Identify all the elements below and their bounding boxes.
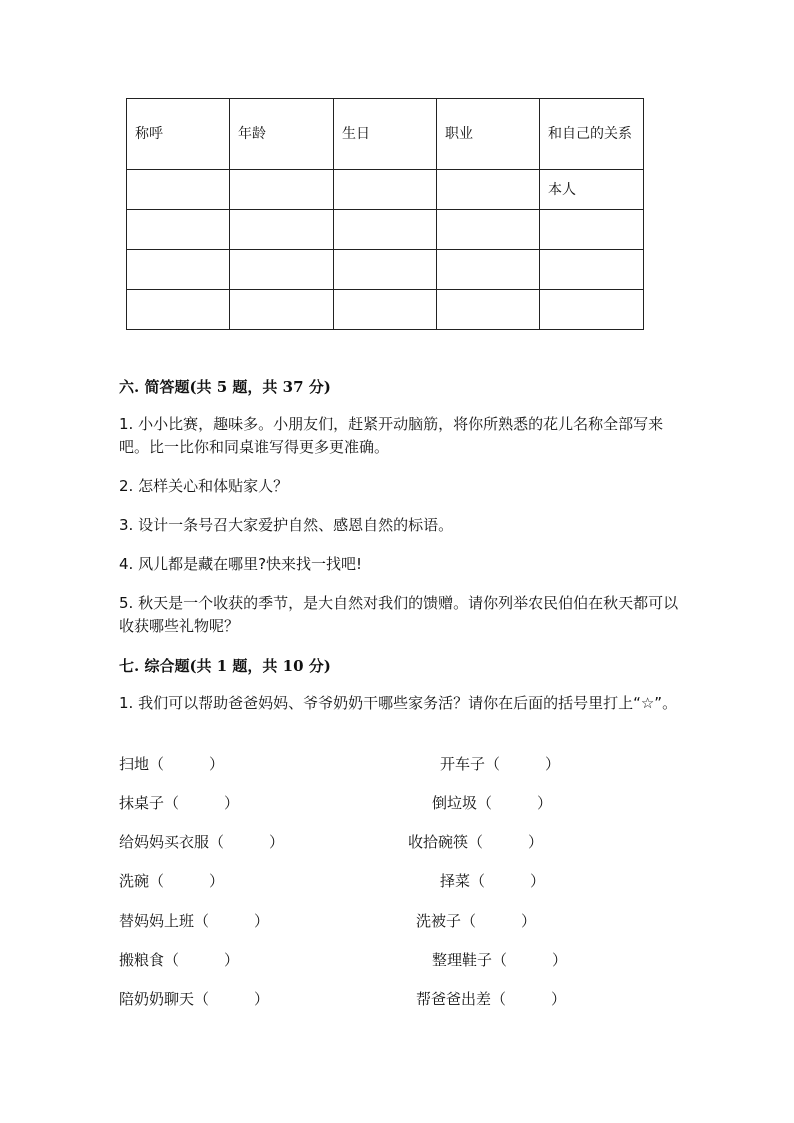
chore-item[interactable]: 收拾碗筷（ ） [408,833,544,851]
table-cell[interactable] [334,170,437,210]
chore-item[interactable]: 择菜（ ） [440,872,546,890]
question-6-2: 2. 怎样关心和体贴家人？ [119,477,289,495]
chore-item[interactable]: 陪奶奶聊天（ ） [119,990,270,1008]
header-cell: 生日 [334,99,437,170]
chore-item[interactable]: 搬粮食（ ） [119,951,240,969]
table-row [127,290,644,330]
table-header-row [127,99,644,170]
table-cell[interactable] [230,210,334,250]
table-cell[interactable] [540,290,644,330]
question-6-4: 4. 风儿都是藏在哪里?快来找一找吧! [119,555,363,573]
table-cell[interactable] [334,250,437,290]
question-6-3: 3. 设计一条号召大家爱护自然、感恩自然的标语。 [119,516,454,534]
chore-item[interactable]: 帮爸爸出差（ ） [416,990,567,1008]
table-row [127,210,644,250]
table-cell[interactable] [230,250,334,290]
chore-item[interactable]: 替妈妈上班（ ） [119,912,270,930]
header-cell: 年龄 [230,99,334,170]
family-info-table [126,98,644,330]
table-cell[interactable] [437,170,540,210]
header-cell: 职业 [437,99,540,170]
table-cell[interactable] [437,290,540,330]
table-cell[interactable] [334,210,437,250]
table-cell[interactable] [437,250,540,290]
chore-item[interactable]: 开车子（ ） [440,755,561,773]
table-cell[interactable] [127,210,230,250]
table-cell[interactable] [127,170,230,210]
table-row [127,250,644,290]
section-6-title: 六. 简答题(共 5 题，共 37 分) [119,378,331,396]
table-cell[interactable] [334,290,437,330]
chore-item[interactable]: 给妈妈买衣服（ ） [119,833,285,851]
chore-item[interactable]: 倒垃圾（ ） [432,794,553,812]
chore-item[interactable]: 扫地（ ） [119,755,225,773]
table-cell[interactable] [127,290,230,330]
table-cell[interactable] [230,290,334,330]
question-7-1: 1. 我们可以帮助爸爸妈妈、爷爷奶奶干哪些家务活？请你在后面的括号里打上“☆”。 [119,694,678,712]
table-cell[interactable] [127,250,230,290]
header-cell: 称呼 [127,99,230,170]
chore-item[interactable]: 抹桌子（ ） [119,794,240,812]
table-cell[interactable] [540,210,644,250]
section-7-title: 七. 综合题(共 1 题，共 10 分) [119,657,331,675]
chore-item[interactable]: 洗碗（ ） [119,872,225,890]
table-cell[interactable]: 本人 [540,170,644,210]
table-cell[interactable] [230,170,334,210]
question-6-1: 1. 小小比赛，趣味多。小朋友们，赶紧开动脑筋，将你所熟悉的花儿名称全部写来吧。比一比你和同桌谁写得更多更准确。 [119,415,664,456]
table-cell[interactable] [540,250,644,290]
chore-item[interactable]: 洗被子（ ） [416,912,537,930]
question-6-5: 5. 秋天是一个收获的季节，是大自然对我们的馈赠。请你列举农民伯伯在秋天都可以收获哪些礼物呢？ [119,594,679,635]
chore-item[interactable]: 整理鞋子（ ） [432,951,568,969]
table-cell[interactable] [437,210,540,250]
table-row [127,170,644,210]
header-cell: 和自己的关系 [540,99,644,170]
